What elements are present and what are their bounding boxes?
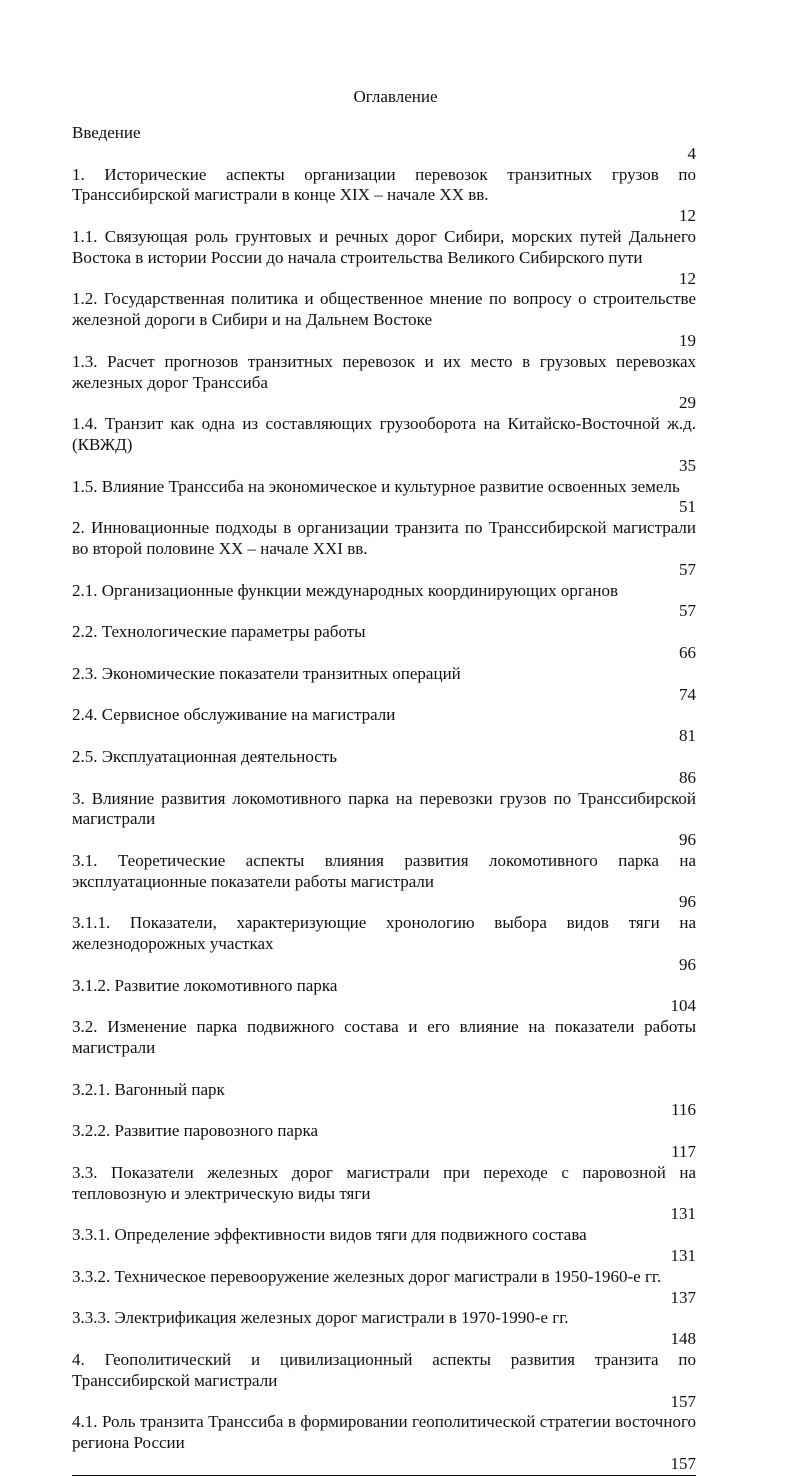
toc-entry-text: Введение	[72, 123, 141, 142]
toc-entry-page: 96	[679, 892, 696, 912]
toc-entry	[72, 789, 696, 851]
toc-entry-page: 12	[679, 206, 696, 226]
toc-entry-text: 1.4. Транзит как одна из составляющих грузооборота на Китайско-Восточной ж.д. (КВЖД)	[72, 414, 696, 454]
toc-entry	[72, 705, 696, 747]
toc-entry-text: 4. Геополитический и цивилизационный аспекты развития транзита по Транссибирской магистрали	[72, 1350, 696, 1390]
toc-entry	[72, 1163, 696, 1225]
table-of-contents	[72, 123, 696, 1476]
toc-entry-page: 35	[679, 455, 696, 475]
toc-entry-text: 4.1. Роль транзита Транссиба в формировании геополитической стратегии восточного региона России	[72, 1412, 696, 1453]
toc-entry-text: 3. Влияние развития локомотивного парка на перевозки грузов по Транссибирской магистрали	[72, 788, 696, 829]
toc-entry-text: 1. Исторические аспекты организации перевозок транзитных грузов по Транссибирской магистрали в конце XIX – начале XX вв.	[72, 164, 696, 205]
toc-entry-page: 57	[679, 559, 696, 579]
toc-entry-page: 66	[679, 642, 696, 662]
toc-entry-page: 4	[687, 143, 696, 163]
toc-entry-page: 96	[679, 954, 696, 974]
toc-entry-text: 1.1. Связующая роль грунтовых и речных дорог Сибири, морских путей Дальнего Востока в истории России до начала строительства Великого Сибирского пути	[72, 226, 696, 267]
toc-entry	[72, 1267, 696, 1309]
toc-entry-page: 81	[679, 726, 696, 746]
toc-entry	[72, 477, 696, 519]
toc-entry-text: 3.3.2. Техническое перевооружение железных дорог магистрали в 1950-1960-е гг.	[72, 1266, 662, 1286]
toc-entry-page: 12	[679, 268, 696, 288]
toc-entry-text: 3.1. Теоретические аспекты влияния развития локомотивного парка на эксплуатационные показатели работы магистрали	[72, 850, 696, 891]
toc-entry-text: 3.2. Изменение парка подвижного состава и его влияние на показатели работы магистрали	[72, 1017, 696, 1058]
toc-entry-page: 157	[670, 1391, 696, 1411]
toc-entry-text: 1.3. Расчет прогнозов транзитных перевозок и их место в грузовых перевозках железных дорог Транссиба	[72, 351, 696, 392]
toc-entry	[72, 1225, 696, 1267]
toc-entry-page: 29	[679, 393, 696, 413]
toc-entry	[72, 1017, 696, 1079]
toc-entry	[72, 913, 696, 975]
toc-entry-text: 2.4. Сервисное обслуживание на магистрали	[72, 705, 396, 725]
toc-entry	[72, 289, 696, 351]
toc-entry-text: 3.2.2. Развитие паровозного парка	[72, 1121, 319, 1141]
toc-entry	[72, 622, 696, 664]
toc-entry-page: 51	[679, 497, 696, 517]
toc-entry-text: 3.1.1. Показатели, характеризующие хронологию выбора видов тяги на железнодорожных участках	[72, 913, 696, 954]
toc-entry-text: 1.5. Влияние Транссиба на экономическое и культурное развитие освоенных земель	[72, 476, 680, 496]
page-title: Оглавление	[353, 87, 438, 106]
toc-entry	[72, 1121, 696, 1163]
toc-entry	[72, 581, 696, 623]
toc-entry-text: 2.2. Технологические параметры работы	[72, 622, 366, 642]
toc-entry-text: 2.5. Эксплуатационная деятельность	[72, 746, 337, 766]
toc-entry-text: 3.3. Показатели железных дорог магистрали при переходе с паровозной на тепловозную и электрическую виды тяги	[72, 1162, 696, 1203]
toc-entry-text: 3.1.2. Развитие локомотивного парка	[72, 975, 338, 995]
toc-entry	[72, 1308, 696, 1350]
toc-entry-page: 137	[670, 1287, 696, 1307]
toc-entry-page: 117	[671, 1142, 696, 1162]
toc-entry-text: 2. Инновационные подходы в организации транзита по Транссибирской магистрали во второй половине XX – начале XXI вв.	[72, 518, 696, 558]
toc-entry-text: 1.2. Государственная политика и общественное мнение по вопросу о строительстве железной дороги в Сибири и на Дальнем Востоке	[72, 289, 696, 330]
toc-entry-page: 131	[670, 1246, 696, 1266]
toc-entry-page: 96	[679, 830, 696, 850]
toc-entry-text: 2.1. Организационные функции международных координирующих органов	[72, 580, 619, 600]
toc-entry-page: 86	[679, 767, 696, 787]
toc-entry-text: 2.3. Экономические показатели транзитных операций	[72, 663, 461, 683]
toc-entry-page: 148	[670, 1329, 696, 1349]
toc-entry-text: 3.2.1. Вагонный парк	[72, 1079, 225, 1099]
toc-entry	[72, 1080, 696, 1122]
toc-entry-text: 3.3.3. Электрификация железных дорог магистрали в 1970-1990-е гг.	[72, 1308, 569, 1328]
toc-entry	[72, 123, 696, 165]
toc-entry	[72, 976, 696, 1018]
toc-entry	[72, 1350, 696, 1412]
toc-entry	[72, 851, 696, 913]
toc-entry	[72, 165, 696, 227]
toc-entry-page: 104	[670, 996, 696, 1016]
toc-entry-page: 57	[679, 601, 696, 621]
toc-entry-page: 116	[671, 1100, 696, 1120]
toc-entry	[72, 1412, 696, 1475]
toc-entry-page: 131	[670, 1204, 696, 1224]
toc-entry	[72, 352, 696, 414]
toc-entry-page: 157	[670, 1454, 696, 1473]
toc-entry	[72, 414, 696, 476]
toc-entry-page: 74	[679, 684, 696, 704]
toc-entry	[72, 518, 696, 580]
toc-entry	[72, 227, 696, 289]
toc-entry	[72, 747, 696, 789]
toc-entry-text: 3.3.1. Определение эффективности видов тяги для подвижного состава	[72, 1225, 587, 1245]
toc-entry-page: 19	[679, 330, 696, 350]
toc-entry	[72, 664, 696, 706]
